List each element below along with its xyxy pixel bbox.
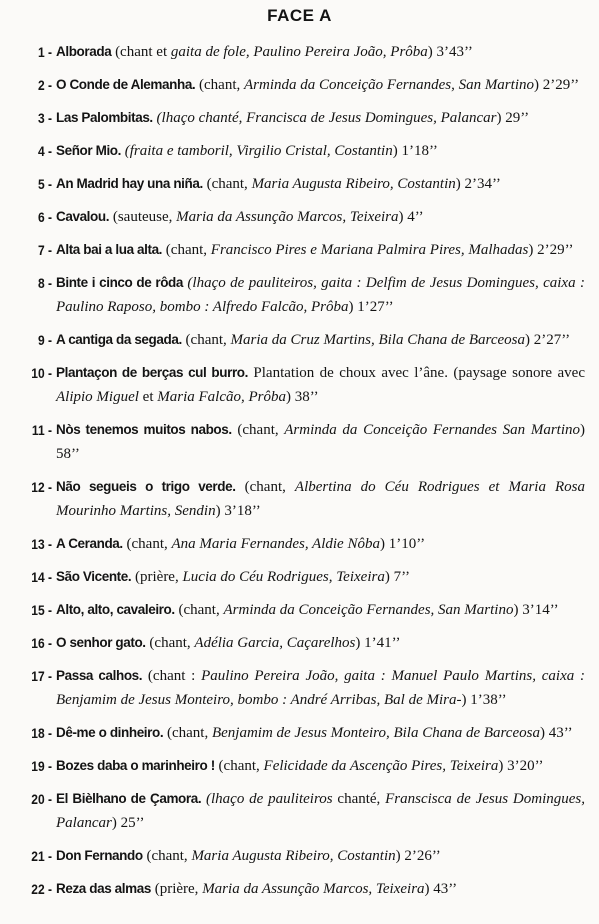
track-credit-italic: Albertina do Céu Rodrigues et Maria Rosa Mourinho Martins, Sendin: [56, 479, 586, 519]
track-item: [0, 664, 585, 712]
track-title: Binte i cinco de rôda: [56, 275, 183, 290]
track-credit-italic: Maria da Assunção Marcos, Teixeira: [176, 209, 399, 225]
track-credit-text: ) 1’27’’: [348, 299, 394, 315]
track-title: Reza das almas: [56, 881, 151, 896]
track-credit-text: ) 38’’: [285, 389, 319, 405]
track-credit-italic: (fraita e tamboril, Virgilio Cristal, Costantin: [121, 143, 393, 159]
track-number: 18 -: [31, 725, 52, 741]
track-number: 7 -: [37, 242, 52, 258]
track-number: 11 -: [31, 422, 52, 438]
track-credit-text: et: [138, 389, 158, 405]
track-number: 14 -: [31, 569, 52, 585]
track-title: O senhor gato.: [56, 635, 146, 650]
track-credit-text: (chant,: [235, 479, 295, 495]
track-credit-text: ) 58’’: [56, 422, 585, 462]
track-credit-text: (chant,: [195, 77, 245, 93]
track-title: Señor Mio.: [56, 143, 122, 158]
track-title: Alta bai a lua alta.: [56, 242, 163, 257]
track-credit-text: ) 2’29’’: [533, 77, 580, 93]
track-item: [0, 361, 585, 409]
track-number: 4 -: [37, 143, 52, 159]
track-credit-italic: (lhaço chanté, Francisca de Jesus Domingues, Palancar: [152, 110, 497, 126]
track-item: [0, 631, 585, 655]
track-item: [0, 418, 585, 466]
track-credit-text: (chant,: [122, 536, 172, 552]
track-item: [0, 205, 585, 229]
track-credit-italic: (lhaço de pauliteiros: [201, 791, 333, 807]
track-credit-text: ) 1’10’’: [379, 536, 426, 552]
track-number: 16 -: [31, 635, 52, 651]
track-credit-italic: Franscisca de Jesus Domingues, Palancar: [56, 791, 585, 831]
track-credit-italic: Arminda da Conceição Fernandes San Martino: [284, 422, 580, 438]
track-number: 22 -: [31, 881, 52, 897]
track-item: [0, 328, 585, 352]
track-credit-text: (chant et: [111, 44, 171, 60]
track-title: Las Palombitas.: [56, 110, 153, 125]
track-title: Plantaçon de berças cul burro.: [56, 365, 248, 380]
track-item: [0, 877, 585, 901]
track-credit-italic: Maria Falcão, Prôba: [157, 389, 286, 405]
track-number: 20 -: [31, 791, 52, 807]
track-credit-italic: Adélia Garcia, Caçarelhos: [194, 635, 356, 651]
track-title: A Ceranda.: [56, 536, 123, 551]
track-title: Alborada: [56, 44, 112, 59]
track-item: [0, 271, 585, 319]
track-credit-italic: Arminda da Conceição Fernandes, San Martino: [244, 77, 534, 93]
track-credit-italic: Maria Augusta Ribeiro, Costantin: [251, 176, 456, 192]
track-number: 19 -: [31, 758, 52, 774]
track-number: 3 -: [37, 110, 52, 126]
track-credit-text: ) 2’27’’: [524, 332, 571, 348]
track-title: An Madrid hay una niña.: [56, 176, 203, 191]
track-credit-italic: Benjamim de Jesus Monteiro, Bila Chana de Barceosa: [211, 725, 540, 741]
track-credit-text: Plantation de choux avec l’âne. (paysage sonore avec: [248, 365, 585, 381]
track-credit-text: (sauteuse,: [109, 209, 177, 225]
track-credit-text: (chant,: [163, 725, 212, 741]
track-credit-text: (chant,: [142, 848, 192, 864]
face-title: FACE A: [267, 6, 332, 25]
track-item: [0, 139, 585, 163]
track-number: 5 -: [37, 176, 52, 192]
track-credit-text: (chant :: [142, 668, 202, 684]
track-credit-text: ) 3’43’’: [427, 44, 473, 60]
track-item: [0, 106, 585, 130]
track-number: 10 -: [31, 365, 52, 381]
track-credit-text: (prière,: [150, 881, 203, 897]
track-credit-text: ) 2’34’’: [455, 176, 501, 192]
track-title: A cantiga da segada.: [56, 332, 182, 347]
track-credit-text: ) 1’18’’: [392, 143, 438, 159]
track-title: Don Fernando: [56, 848, 143, 863]
track-title: Passa calhos.: [56, 668, 143, 683]
track-credit-text: ) 1’41’’: [355, 635, 401, 651]
track-number: 1 -: [37, 44, 52, 60]
track-number: 15 -: [31, 602, 52, 618]
track-credit-text: (chant,: [214, 758, 264, 774]
track-item: [0, 844, 585, 868]
track-title: São Vicente.: [56, 569, 132, 584]
track-credit-italic: Lucia do Céu Rodrigues, Teixeira: [182, 569, 385, 585]
track-credit-text: ) 3’20’’: [498, 758, 544, 774]
track-number: 13 -: [31, 536, 52, 552]
track-title: Alto, alto, cavaleiro.: [56, 602, 175, 617]
track-credit-text: ) 29’’: [496, 110, 530, 126]
track-number: 17 -: [31, 668, 52, 684]
track-credit-text: ) 3’18’’: [215, 503, 261, 519]
track-item: [0, 40, 585, 64]
track-item: [0, 532, 585, 556]
track-number: 9 -: [37, 332, 52, 348]
track-credit-text: ) 43’’: [539, 725, 573, 741]
track-credit-text: (chant,: [231, 422, 285, 438]
track-item: [0, 172, 585, 196]
track-credit-italic: Ana Maria Fernandes, Aldie Nôba: [171, 536, 380, 552]
track-credit-italic: Arminda da Conceição Fernandes, San Martino: [223, 602, 514, 618]
track-credit-text: ) 43’’: [424, 881, 458, 897]
track-item: [0, 565, 585, 589]
track-title: Nòs tenemos muitos nabos.: [56, 422, 232, 437]
track-credit-italic: Maria Augusta Ribeiro, Costantin: [191, 848, 396, 864]
track-item: [0, 754, 585, 778]
track-number: 6 -: [37, 209, 52, 225]
track-credit-italic: Paulino Pereira João, gaita : Manuel Paulo Martins, caixa : Benjamim de Jesus Monteiro, bombo : André Arribas, Bal de Mira-: [56, 668, 585, 708]
track-number: 21 -: [31, 848, 52, 864]
track-title: O Conde de Alemanha.: [56, 77, 196, 92]
track-title: El Bièlhano de Çamora.: [56, 791, 202, 806]
track-credit-italic: (lhaço de pauliteiros, gaita : Delfim de Jesus Domingues, caixa : Paulino Raposo, bombo : Alfredo Falcão, Prôba: [56, 275, 585, 315]
track-item: [0, 721, 585, 745]
track-credit-text: ) 3’14’’: [513, 602, 559, 618]
track-credit-text: (chant,: [202, 176, 252, 192]
track-credit-text: ) 25’’: [111, 815, 145, 831]
track-credit-text: ) 2’29’’: [528, 242, 574, 258]
track-credit-text: ) 2’26’’: [395, 848, 441, 864]
track-credit-text: (chant,: [145, 635, 195, 651]
track-credit-italic: Felicidade da Ascenção Pires, Teixeira: [263, 758, 499, 774]
track-title: Não segueis o trigo verde.: [56, 479, 236, 494]
track-credit-text: (prière,: [131, 569, 183, 585]
track-credit-text: ) 1’38’’: [461, 692, 507, 708]
track-credit-text: (chant,: [162, 242, 211, 258]
track-item: [0, 475, 585, 523]
track-credit-text: (chant,: [174, 602, 224, 618]
track-item: [0, 73, 585, 97]
track-title: Cavalou.: [56, 209, 110, 224]
track-number: 2 -: [37, 77, 52, 93]
track-item: [0, 598, 585, 622]
track-credit-italic: Maria da Assunção Marcos, Teixeira: [202, 881, 425, 897]
track-item: [0, 238, 585, 262]
track-credit-italic: Francisco Pires e Mariana Palmira Pires, Malhadas: [210, 242, 529, 258]
track-credit-italic: gaita de fole, Paulino Pereira João, Prôba: [170, 44, 428, 60]
track-number: 12 -: [31, 479, 52, 495]
track-credit-italic: Maria da Cruz Martins, Bila Chana de Barceosa: [230, 332, 525, 348]
track-credit-text: (chant,: [181, 332, 231, 348]
track-credit-italic: Alipio Miguel: [56, 389, 139, 405]
track-credit-text: ) 4’’: [398, 209, 424, 225]
track-title: Bozes daba o marinheiro !: [56, 758, 215, 773]
track-title: Dê-me o dinheiro.: [56, 725, 164, 740]
track-credit-text: ) 7’’: [384, 569, 410, 585]
track-item: [0, 787, 585, 835]
track-credit-text: chanté,: [332, 791, 386, 807]
track-list: [0, 40, 585, 901]
track-number: 8 -: [37, 275, 52, 291]
